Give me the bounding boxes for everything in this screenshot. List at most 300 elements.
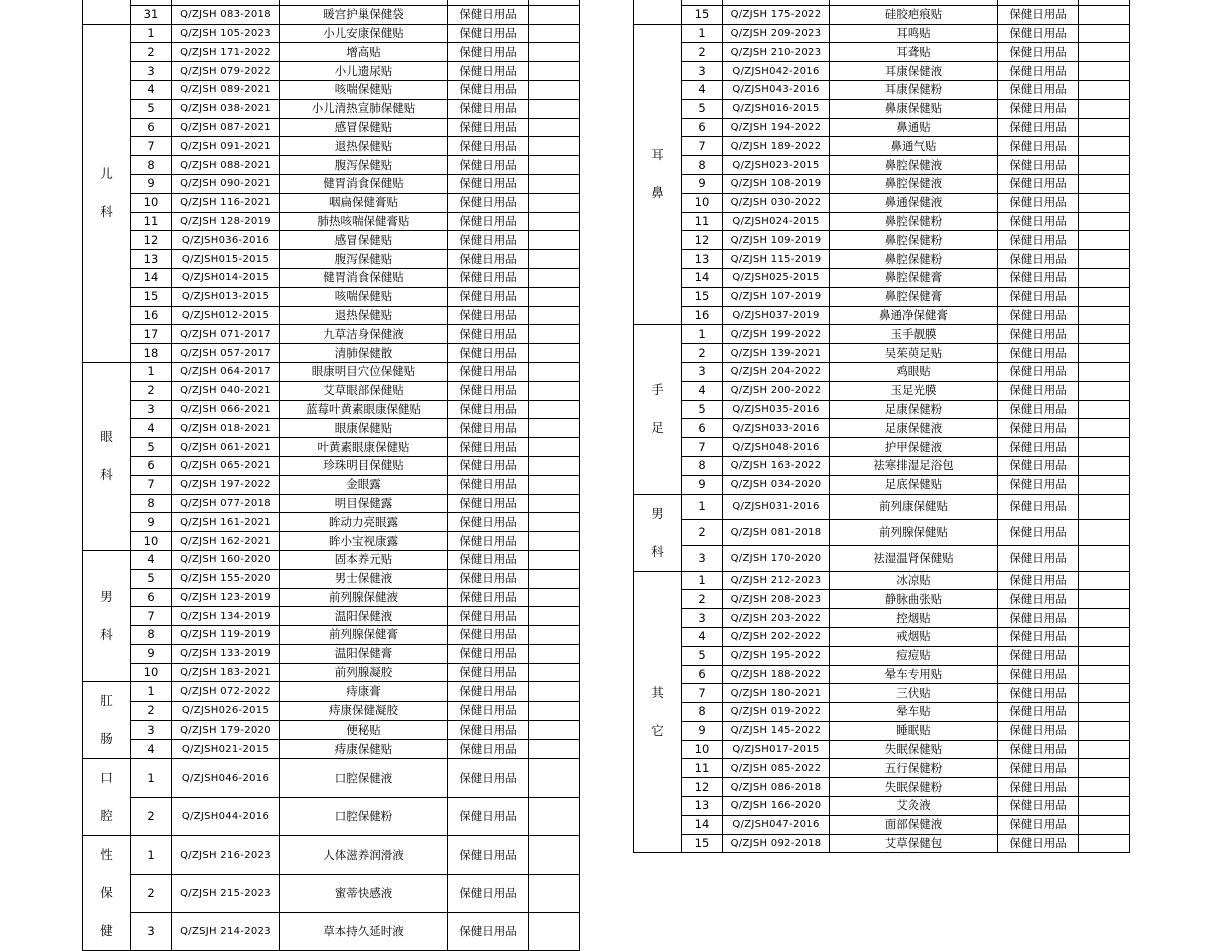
product-name-cell: 暖宫护巢保健袋 — [280, 5, 448, 24]
table-row — [634, 193, 1130, 212]
table-row — [83, 5, 580, 24]
row-number-cell: 1 — [682, 325, 723, 344]
blank-cell — [529, 569, 580, 588]
standard-code-cell: Q/ZJSH 204-2022 — [723, 362, 830, 381]
product-name-cell: 足底保健贴 — [830, 475, 998, 494]
row-number-cell: 4 — [131, 419, 172, 438]
standard-code-cell: Q/ZJSH 163-2022 — [723, 456, 830, 475]
row-number-cell: 3 — [682, 609, 723, 628]
standard-code-cell: Q/ZJSH 209-2023 — [723, 24, 830, 43]
standard-code-cell: Q/ZJSH 134-2019 — [172, 607, 280, 626]
row-number-cell: 15 — [682, 287, 723, 306]
blank-cell — [529, 532, 580, 551]
table-row — [83, 156, 580, 175]
standard-code-cell: Q/ZJSH 072-2022 — [172, 682, 280, 701]
standard-code-cell: Q/ZJSH025-2015 — [723, 268, 830, 287]
product-name-cell: 鼻腔保健液 — [830, 156, 998, 175]
category-cell — [83, 759, 131, 836]
row-number-cell: 1 — [682, 571, 723, 590]
product-type-cell: 保健日用品 — [448, 193, 529, 212]
product-name-cell: 人体滋养润滑液 — [280, 836, 448, 874]
category-cell — [634, 571, 682, 853]
standard-code-cell: Q/ZJSH 077-2018 — [172, 494, 280, 513]
standard-code-cell: Q/ZJSH 019-2022 — [723, 703, 830, 722]
standard-code-cell: Q/ZJSH 175-2022 — [723, 5, 830, 24]
blank-cell — [529, 24, 580, 43]
table-row — [83, 797, 580, 836]
blank-cell — [529, 174, 580, 193]
product-type-cell: 保健日用品 — [998, 99, 1079, 118]
standard-code-cell: Q/ZJSH 090-2021 — [172, 174, 280, 193]
standard-code-cell: Q/ZJSH 210-2023 — [723, 43, 830, 62]
product-name-cell: 控烟贴 — [830, 609, 998, 628]
product-name-cell: 前列腺保健贴 — [830, 520, 998, 546]
row-number-cell: 4 — [131, 740, 172, 759]
table-row — [83, 62, 580, 81]
standard-code-cell: Q/ZJSH036-2016 — [172, 231, 280, 250]
blank-cell — [1079, 721, 1130, 740]
blank-cell — [529, 797, 580, 836]
standard-code-cell: Q/ZJSH 065-2021 — [172, 456, 280, 475]
row-number-cell: 3 — [131, 913, 172, 951]
table-row — [83, 193, 580, 212]
product-type-cell: 保健日用品 — [448, 836, 529, 874]
row-number-cell: 6 — [131, 456, 172, 475]
product-type-cell: 保健日用品 — [998, 684, 1079, 703]
category-char: 男 — [651, 505, 664, 521]
product-type-cell: 保健日用品 — [998, 759, 1079, 778]
category-char: 肛 — [100, 693, 113, 709]
table-row — [83, 400, 580, 419]
row-number-cell: 8 — [131, 494, 172, 513]
standard-code-cell: Q/ZJSH 038-2021 — [172, 99, 280, 118]
product-name-cell: 九草洁身保健液 — [280, 325, 448, 344]
row-number-cell: 8 — [682, 703, 723, 722]
product-type-cell: 保健日用品 — [998, 212, 1079, 231]
product-name-cell: 金眼露 — [280, 475, 448, 494]
product-type-cell: 保健日用品 — [998, 834, 1079, 853]
row-number-cell: 4 — [131, 550, 172, 569]
standard-code-cell: Q/ZJSH042-2016 — [723, 62, 830, 81]
table-row — [634, 721, 1130, 740]
product-type-cell: 保健日用品 — [998, 287, 1079, 306]
product-type-cell: 保健日用品 — [448, 475, 529, 494]
category-char: 口 — [100, 770, 113, 786]
product-type-cell: 保健日用品 — [448, 569, 529, 588]
product-type-cell: 保健日用品 — [998, 740, 1079, 759]
product-type-cell: 保健日用品 — [998, 627, 1079, 646]
row-number-cell: 14 — [131, 268, 172, 287]
product-name-cell: 鼻通气贴 — [830, 137, 998, 156]
row-number-cell: 8 — [682, 456, 723, 475]
blank-cell — [529, 381, 580, 400]
standard-code-cell: Q/ZJSH 087-2021 — [172, 118, 280, 137]
product-type-cell: 保健日用品 — [998, 590, 1079, 609]
category-char: 它 — [651, 722, 664, 738]
product-name-cell: 鼻康保健贴 — [830, 99, 998, 118]
table-row — [634, 590, 1130, 609]
product-type-cell: 保健日用品 — [448, 381, 529, 400]
standard-code-cell: Q/ZJSH 105-2023 — [172, 24, 280, 43]
row-number-cell: 6 — [131, 588, 172, 607]
product-name-cell: 鼻腔保健粉 — [830, 231, 998, 250]
product-type-cell: 保健日用品 — [998, 174, 1079, 193]
standard-code-cell: Q/ZJSH 202-2022 — [723, 627, 830, 646]
row-number-cell: 1 — [131, 24, 172, 43]
category-cell — [83, 682, 131, 759]
standard-code-cell: Q/ZJSH 107-2019 — [723, 287, 830, 306]
standard-code-cell: Q/ZJSH017-2015 — [723, 740, 830, 759]
standard-code-cell: Q/ZJSH 199-2022 — [723, 325, 830, 344]
blank-cell — [1079, 419, 1130, 438]
product-type-cell: 保健日用品 — [998, 118, 1079, 137]
standard-code-cell: Q/ZJSH 145-2022 — [723, 721, 830, 740]
table-row — [634, 456, 1130, 475]
product-type-cell: 保健日用品 — [448, 156, 529, 175]
product-type-cell: 保健日用品 — [998, 306, 1079, 325]
standard-code-cell: Q/ZJSH 018-2021 — [172, 419, 280, 438]
standard-code-cell: Q/ZJSH037-2019 — [723, 306, 830, 325]
blank-cell — [529, 740, 580, 759]
product-type-cell: 保健日用品 — [448, 212, 529, 231]
blank-cell — [529, 701, 580, 720]
category-cell — [83, 24, 131, 362]
standard-code-cell: Q/ZJSH 030-2022 — [723, 193, 830, 212]
table-row — [83, 287, 580, 306]
product-name-cell: 耳聋贴 — [830, 43, 998, 62]
category-char: 眼 — [100, 429, 113, 445]
blank-cell — [1079, 475, 1130, 494]
row-number-cell: 11 — [131, 212, 172, 231]
product-name-cell: 感冒保健贴 — [280, 118, 448, 137]
table-row — [83, 268, 580, 287]
row-number-cell: 5 — [131, 438, 172, 457]
product-name-cell: 失眠保健粉 — [830, 778, 998, 797]
product-name-cell: 艾草眼部保健贴 — [280, 381, 448, 400]
product-name-cell: 痔康保健贴 — [280, 740, 448, 759]
blank-cell — [1079, 212, 1130, 231]
row-number-cell: 7 — [131, 475, 172, 494]
product-type-cell: 保健日用品 — [998, 268, 1079, 287]
product-name-cell: 艾灸液 — [830, 797, 998, 816]
product-type-cell: 保健日用品 — [998, 815, 1079, 834]
row-number-cell: 6 — [682, 118, 723, 137]
table-row — [83, 438, 580, 457]
product-name-cell: 叶黄素眼康保健贴 — [280, 438, 448, 457]
table-row — [634, 99, 1130, 118]
standard-code-cell: Q/ZJSH 089-2021 — [172, 80, 280, 99]
product-name-cell: 耳康保健粉 — [830, 80, 998, 99]
standard-code-cell: Q/ZJSH 139-2021 — [723, 344, 830, 363]
blank-cell — [1079, 834, 1130, 853]
blank-cell — [529, 156, 580, 175]
category-cell — [83, 836, 131, 951]
table-row — [83, 644, 580, 663]
product-type-cell: 保健日用品 — [448, 62, 529, 81]
product-name-cell: 三伏贴 — [830, 684, 998, 703]
blank-cell — [1079, 684, 1130, 703]
row-number-cell: 7 — [682, 684, 723, 703]
standard-code-cell: Q/ZJSH 108-2019 — [723, 174, 830, 193]
product-type-cell: 保健日用品 — [448, 306, 529, 325]
row-number-cell: 9 — [682, 475, 723, 494]
row-number-cell: 3 — [682, 545, 723, 571]
row-number-cell: 8 — [682, 156, 723, 175]
blank-cell — [529, 231, 580, 250]
product-name-cell: 温阳保健液 — [280, 607, 448, 626]
blank-cell — [529, 99, 580, 118]
table-row — [83, 874, 580, 912]
table-row — [634, 419, 1130, 438]
row-number-cell: 8 — [131, 626, 172, 645]
row-number-cell: 7 — [682, 137, 723, 156]
standard-code-cell: Q/ZJSH031-2016 — [723, 494, 830, 520]
product-type-cell: 保健日用品 — [448, 513, 529, 532]
standard-code-cell: Q/ZJSH 071-2017 — [172, 325, 280, 344]
blank-cell — [1079, 306, 1130, 325]
blank-cell — [529, 344, 580, 363]
product-type-cell: 保健日用品 — [448, 720, 529, 739]
blank-cell — [1079, 24, 1130, 43]
product-name-cell: 温阳保健膏 — [280, 644, 448, 663]
product-name-cell: 眼康保健贴 — [280, 419, 448, 438]
table-row — [83, 118, 580, 137]
blank-cell — [1079, 627, 1130, 646]
standard-code-cell: Q/ZJSH016-2015 — [723, 99, 830, 118]
table-row — [634, 306, 1130, 325]
product-name-cell: 玉足光膜 — [830, 381, 998, 400]
product-type-cell: 保健日用品 — [448, 913, 529, 951]
standard-code-cell: Q/ZJSH 079-2022 — [172, 62, 280, 81]
product-name-cell: 静脉曲张贴 — [830, 590, 998, 609]
blank-cell — [529, 456, 580, 475]
product-name-cell: 口腔保健液 — [280, 759, 448, 798]
row-number-cell: 5 — [682, 400, 723, 419]
row-number-cell: 1 — [682, 24, 723, 43]
table-row — [634, 646, 1130, 665]
table-row — [83, 419, 580, 438]
product-name-cell: 祛湿温肾保健贴 — [830, 545, 998, 571]
row-number-cell: 12 — [682, 778, 723, 797]
product-type-cell: 保健日用品 — [448, 874, 529, 912]
category-char: 手 — [651, 382, 664, 398]
product-type-cell: 保健日用品 — [448, 607, 529, 626]
blank-cell — [1079, 545, 1130, 571]
product-name-cell: 珍珠明目保健贴 — [280, 456, 448, 475]
product-name-cell: 硅胶疤痕贴 — [830, 5, 998, 24]
standard-code-cell: Q/ZJSH 128-2019 — [172, 212, 280, 231]
category-char: 男 — [100, 589, 113, 605]
standard-code-cell: Q/ZJSH 183-2021 — [172, 663, 280, 682]
category-char: 儿 — [100, 166, 113, 182]
blank-cell — [529, 62, 580, 81]
table-row — [634, 815, 1130, 834]
product-type-cell: 保健日用品 — [448, 231, 529, 250]
table-row — [83, 456, 580, 475]
left-product-table — [82, 0, 580, 951]
table-row — [634, 43, 1130, 62]
product-name-cell: 晕车贴 — [830, 703, 998, 722]
row-number-cell: 15 — [682, 834, 723, 853]
blank-cell — [529, 268, 580, 287]
product-type-cell: 保健日用品 — [998, 156, 1079, 175]
table-row — [634, 400, 1130, 419]
product-name-cell: 冰凉贴 — [830, 571, 998, 590]
product-name-cell: 耳康保健液 — [830, 62, 998, 81]
product-type-cell: 保健日用品 — [448, 268, 529, 287]
standard-code-cell: Q/ZJSH024-2015 — [723, 212, 830, 231]
standard-code-cell: Q/ZJSH 034-2020 — [723, 475, 830, 494]
table-row — [83, 550, 580, 569]
product-name-cell: 鼻腔保健粉 — [830, 250, 998, 269]
category-cell — [634, 494, 682, 571]
category-cell — [83, 550, 131, 682]
table-row — [634, 778, 1130, 797]
row-number-cell: 4 — [682, 627, 723, 646]
product-name-cell: 前列腺凝胶 — [280, 663, 448, 682]
blank-cell — [1079, 156, 1130, 175]
product-type-cell: 保健日用品 — [448, 494, 529, 513]
standard-code-cell: Q/ZJSH043-2016 — [723, 80, 830, 99]
row-number-cell: 2 — [131, 797, 172, 836]
row-number-cell: 10 — [131, 532, 172, 551]
standard-code-cell: Q/ZJSH013-2015 — [172, 287, 280, 306]
product-name-cell: 鼻腔保健液 — [830, 174, 998, 193]
standard-code-cell: Q/ZJSH 194-2022 — [723, 118, 830, 137]
standard-code-cell: Q/ZJSH 091-2021 — [172, 137, 280, 156]
row-number-cell: 1 — [682, 494, 723, 520]
table-row — [634, 156, 1130, 175]
table-row — [83, 24, 580, 43]
row-number-cell: 3 — [131, 400, 172, 419]
blank-cell — [529, 682, 580, 701]
product-type-cell: 保健日用品 — [998, 778, 1079, 797]
category-char: 其 — [651, 684, 664, 700]
row-number-cell: 10 — [682, 740, 723, 759]
blank-cell — [529, 306, 580, 325]
standard-code-cell: Q/ZJSH 155-2020 — [172, 569, 280, 588]
product-type-cell: 保健日用品 — [448, 532, 529, 551]
table-row — [634, 5, 1130, 24]
product-name-cell: 蜜蒂快感液 — [280, 874, 448, 912]
standard-code-cell: Q/ZJSH 160-2020 — [172, 550, 280, 569]
table-row — [83, 836, 580, 874]
product-name-cell: 腹泻保健贴 — [280, 156, 448, 175]
blank-cell — [1079, 456, 1130, 475]
product-name-cell: 健胃消食保健贴 — [280, 174, 448, 193]
table-row — [83, 588, 580, 607]
product-name-cell: 玉手靓膜 — [830, 325, 998, 344]
product-type-cell: 保健日用品 — [998, 797, 1079, 816]
product-name-cell: 眸小宝视康露 — [280, 532, 448, 551]
row-number-cell: 3 — [682, 62, 723, 81]
blank-cell — [1079, 325, 1130, 344]
table-row — [83, 344, 580, 363]
table-row — [634, 571, 1130, 590]
table-row — [634, 609, 1130, 628]
product-name-cell: 吴茱萸足贴 — [830, 344, 998, 363]
row-number-cell: 14 — [682, 815, 723, 834]
standard-code-cell: Q/ZJSH021-2015 — [172, 740, 280, 759]
table-row — [83, 231, 580, 250]
table-row — [634, 703, 1130, 722]
product-type-cell: 保健日用品 — [998, 571, 1079, 590]
product-name-cell: 鼻通贴 — [830, 118, 998, 137]
standard-code-cell: Q/ZJSH033-2016 — [723, 419, 830, 438]
table-row — [83, 80, 580, 99]
row-number-cell: 5 — [131, 569, 172, 588]
blank-cell — [1079, 494, 1130, 520]
table-row — [83, 137, 580, 156]
row-number-cell: 12 — [131, 231, 172, 250]
row-number-cell: 2 — [682, 520, 723, 546]
blank-cell — [1079, 268, 1130, 287]
standard-code-cell: Q/ZJSH 188-2022 — [723, 665, 830, 684]
standard-code-cell: Q/ZJSH 040-2021 — [172, 381, 280, 400]
product-type-cell: 保健日用品 — [998, 438, 1079, 457]
table-row — [83, 740, 580, 759]
category-cell — [83, 0, 131, 24]
table-row — [83, 212, 580, 231]
table-row — [634, 118, 1130, 137]
standard-code-cell: Q/ZJSH 061-2021 — [172, 438, 280, 457]
blank-cell — [1079, 5, 1130, 24]
product-type-cell: 保健日用品 — [448, 80, 529, 99]
table-row — [83, 701, 580, 720]
product-name-cell: 面部保健液 — [830, 815, 998, 834]
product-type-cell: 保健日用品 — [448, 456, 529, 475]
product-name-cell: 艾草保健包 — [830, 834, 998, 853]
blank-cell — [1079, 740, 1130, 759]
table-row — [83, 720, 580, 739]
product-type-cell: 保健日用品 — [998, 325, 1079, 344]
table-row — [634, 475, 1130, 494]
blank-cell — [1079, 174, 1130, 193]
row-number-cell: 6 — [682, 665, 723, 684]
standard-code-cell: Q/ZJSH 215-2023 — [172, 874, 280, 912]
row-number-cell: 10 — [131, 663, 172, 682]
blank-cell — [529, 43, 580, 62]
table-row — [634, 325, 1130, 344]
standard-code-cell: Q/ZJSH 057-2017 — [172, 344, 280, 363]
table-row — [634, 381, 1130, 400]
standard-code-cell: Q/ZJSH 161-2021 — [172, 513, 280, 532]
standard-code-cell: Q/ZJSH044-2016 — [172, 797, 280, 836]
product-name-cell: 鸡眼贴 — [830, 362, 998, 381]
product-name-cell: 草本持久延时液 — [280, 913, 448, 951]
product-type-cell: 保健日用品 — [448, 250, 529, 269]
row-number-cell: 4 — [682, 381, 723, 400]
standard-code-cell: Q/ZJSH 088-2021 — [172, 156, 280, 175]
category-char: 鼻 — [651, 185, 664, 201]
row-number-cell: 11 — [682, 759, 723, 778]
product-name-cell: 前列康保健贴 — [830, 494, 998, 520]
table-row — [634, 545, 1130, 571]
blank-cell — [529, 759, 580, 798]
blank-cell — [529, 287, 580, 306]
row-number-cell: 7 — [131, 137, 172, 156]
blank-cell — [1079, 571, 1130, 590]
table-row — [634, 834, 1130, 853]
table-row — [83, 306, 580, 325]
table-row — [634, 212, 1130, 231]
row-number-cell: 17 — [131, 325, 172, 344]
blank-cell — [1079, 703, 1130, 722]
blank-cell — [529, 5, 580, 24]
product-name-cell: 小儿清热宣肺保健贴 — [280, 99, 448, 118]
row-number-cell: 4 — [682, 80, 723, 99]
row-number-cell: 9 — [131, 174, 172, 193]
